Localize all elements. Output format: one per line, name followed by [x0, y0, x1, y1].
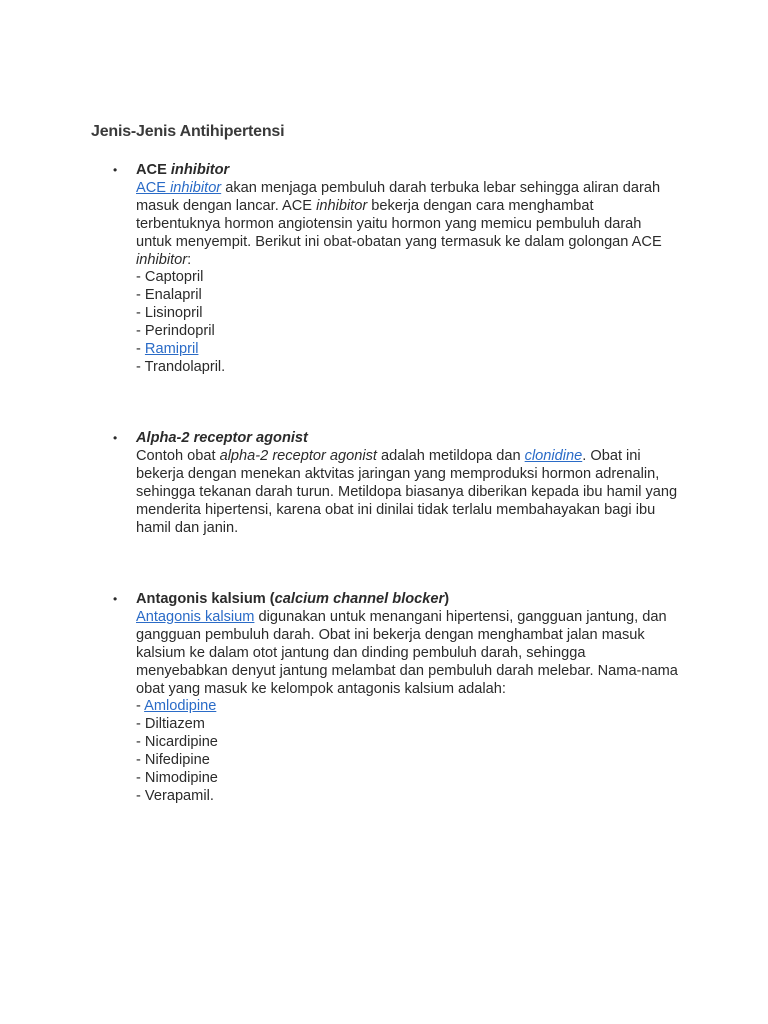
drug-list-item	[136, 287, 681, 305]
page-title: Jenis-Jenis Antihipertensi	[91, 123, 285, 140]
ace-inhibitor-link[interactable]: ACE inhibitor	[136, 179, 222, 196]
antagonis-kalsium-link[interactable]: Antagonis kalsium	[136, 608, 255, 625]
drug-list-item	[136, 341, 681, 359]
list-dash: -	[136, 323, 145, 340]
drug-name: Nimodipine	[144, 770, 218, 787]
drug-list-item	[136, 716, 681, 734]
drug-name: Lisinopril	[144, 305, 203, 322]
heading-italic-text: Alpha-2 receptor agonist	[136, 430, 308, 446]
drug-name: Nifedipine	[144, 752, 210, 769]
clonidine-link[interactable]: clonidine	[524, 447, 583, 464]
drug-name: Diltiazem	[144, 716, 205, 733]
drug-list-item	[136, 698, 681, 716]
drug-list-item	[136, 770, 681, 788]
drug-link[interactable]: Amlodipine	[144, 698, 217, 715]
drug-link[interactable]: Ramipril	[144, 341, 199, 358]
bullet-icon: •	[113, 163, 118, 177]
section-paragraph: Antagonis kalsium digunakan untuk menangani hipertensi, gangguan jantung, dan gangguan pembuluh darah. Obat ini bekerja dengan menghambat jalan masuk kalsium ke dalam otot jantung dan dinding pembuluh darah, sehingga menyebabkan denyut jantung melambat dan pembuluh darah melebar. Nama-nama obat yang masuk ke kelompok antagonis kalsium adalah:	[136, 608, 678, 697]
drug-name: Verapamil.	[144, 787, 214, 804]
list-dash: -	[136, 698, 145, 715]
drug-list-item	[136, 269, 681, 287]
section-calcium-antagonist	[113, 591, 681, 806]
drug-list-item	[136, 359, 681, 377]
heading-text: ACE	[136, 162, 171, 178]
list-dash: -	[136, 752, 145, 769]
drug-list-item	[136, 788, 681, 806]
drug-name: Trandolapril.	[144, 358, 226, 375]
section-heading	[136, 591, 681, 609]
heading-italic-text: calcium channel blocker	[274, 591, 445, 607]
heading-italic-text: inhibitor	[170, 162, 230, 178]
bullet-icon: •	[113, 431, 118, 445]
list-dash: -	[136, 269, 145, 286]
list-dash: -	[136, 358, 145, 375]
section-heading	[136, 162, 681, 180]
section-heading	[136, 430, 681, 448]
section-paragraph: ACE inhibitor akan menjaga pembuluh darah terbuka lebar sehingga aliran darah masuk dengan lancar. ACE inhibitor bekerja dengan cara menghambat terbentuknya hormon angiotensin yaitu hormon yang memicu pembuluh darah untuk menyempit. Berikut ini obat-obatan yang termasuk ke dalam golongan ACE inhibitor:	[136, 179, 662, 268]
drug-list-item	[136, 323, 681, 341]
list-dash: -	[136, 734, 145, 751]
drug-name: Perindopril	[144, 323, 215, 340]
drug-name: Nicardipine	[144, 734, 218, 751]
drug-list	[136, 269, 681, 376]
drug-list-item	[136, 752, 681, 770]
drug-name: Enalapril	[144, 287, 202, 304]
drug-list	[136, 698, 681, 805]
drug-name: Captopril	[144, 269, 204, 286]
section-paragraph: Contoh obat alpha-2 receptor agonist adalah metildopa dan clonidine. Obat ini bekerja dengan menekan aktvitas jaringan yang memproduksi hormon adrenalin, sehingga tekanan darah turun. Metildopa biasanya diberikan kepada ibu hamil yang menderita hipertensi, karena obat ini dinilai tidak terlalu membahayakan bagi ibu hamil dan janin.	[136, 447, 678, 536]
list-dash: -	[136, 716, 145, 733]
heading-text: Antagonis kalsium (	[136, 591, 275, 607]
drug-list-item	[136, 305, 681, 323]
list-dash: -	[136, 341, 145, 358]
section-ace-inhibitor	[113, 162, 681, 377]
list-dash: -	[136, 787, 145, 804]
drug-list-item	[136, 734, 681, 752]
list-dash: -	[136, 305, 145, 322]
section-alpha-2-agonist	[113, 430, 681, 537]
list-dash: -	[136, 287, 145, 304]
bullet-icon: •	[113, 592, 118, 606]
heading-close-text: )	[444, 591, 450, 607]
list-dash: -	[136, 770, 145, 787]
